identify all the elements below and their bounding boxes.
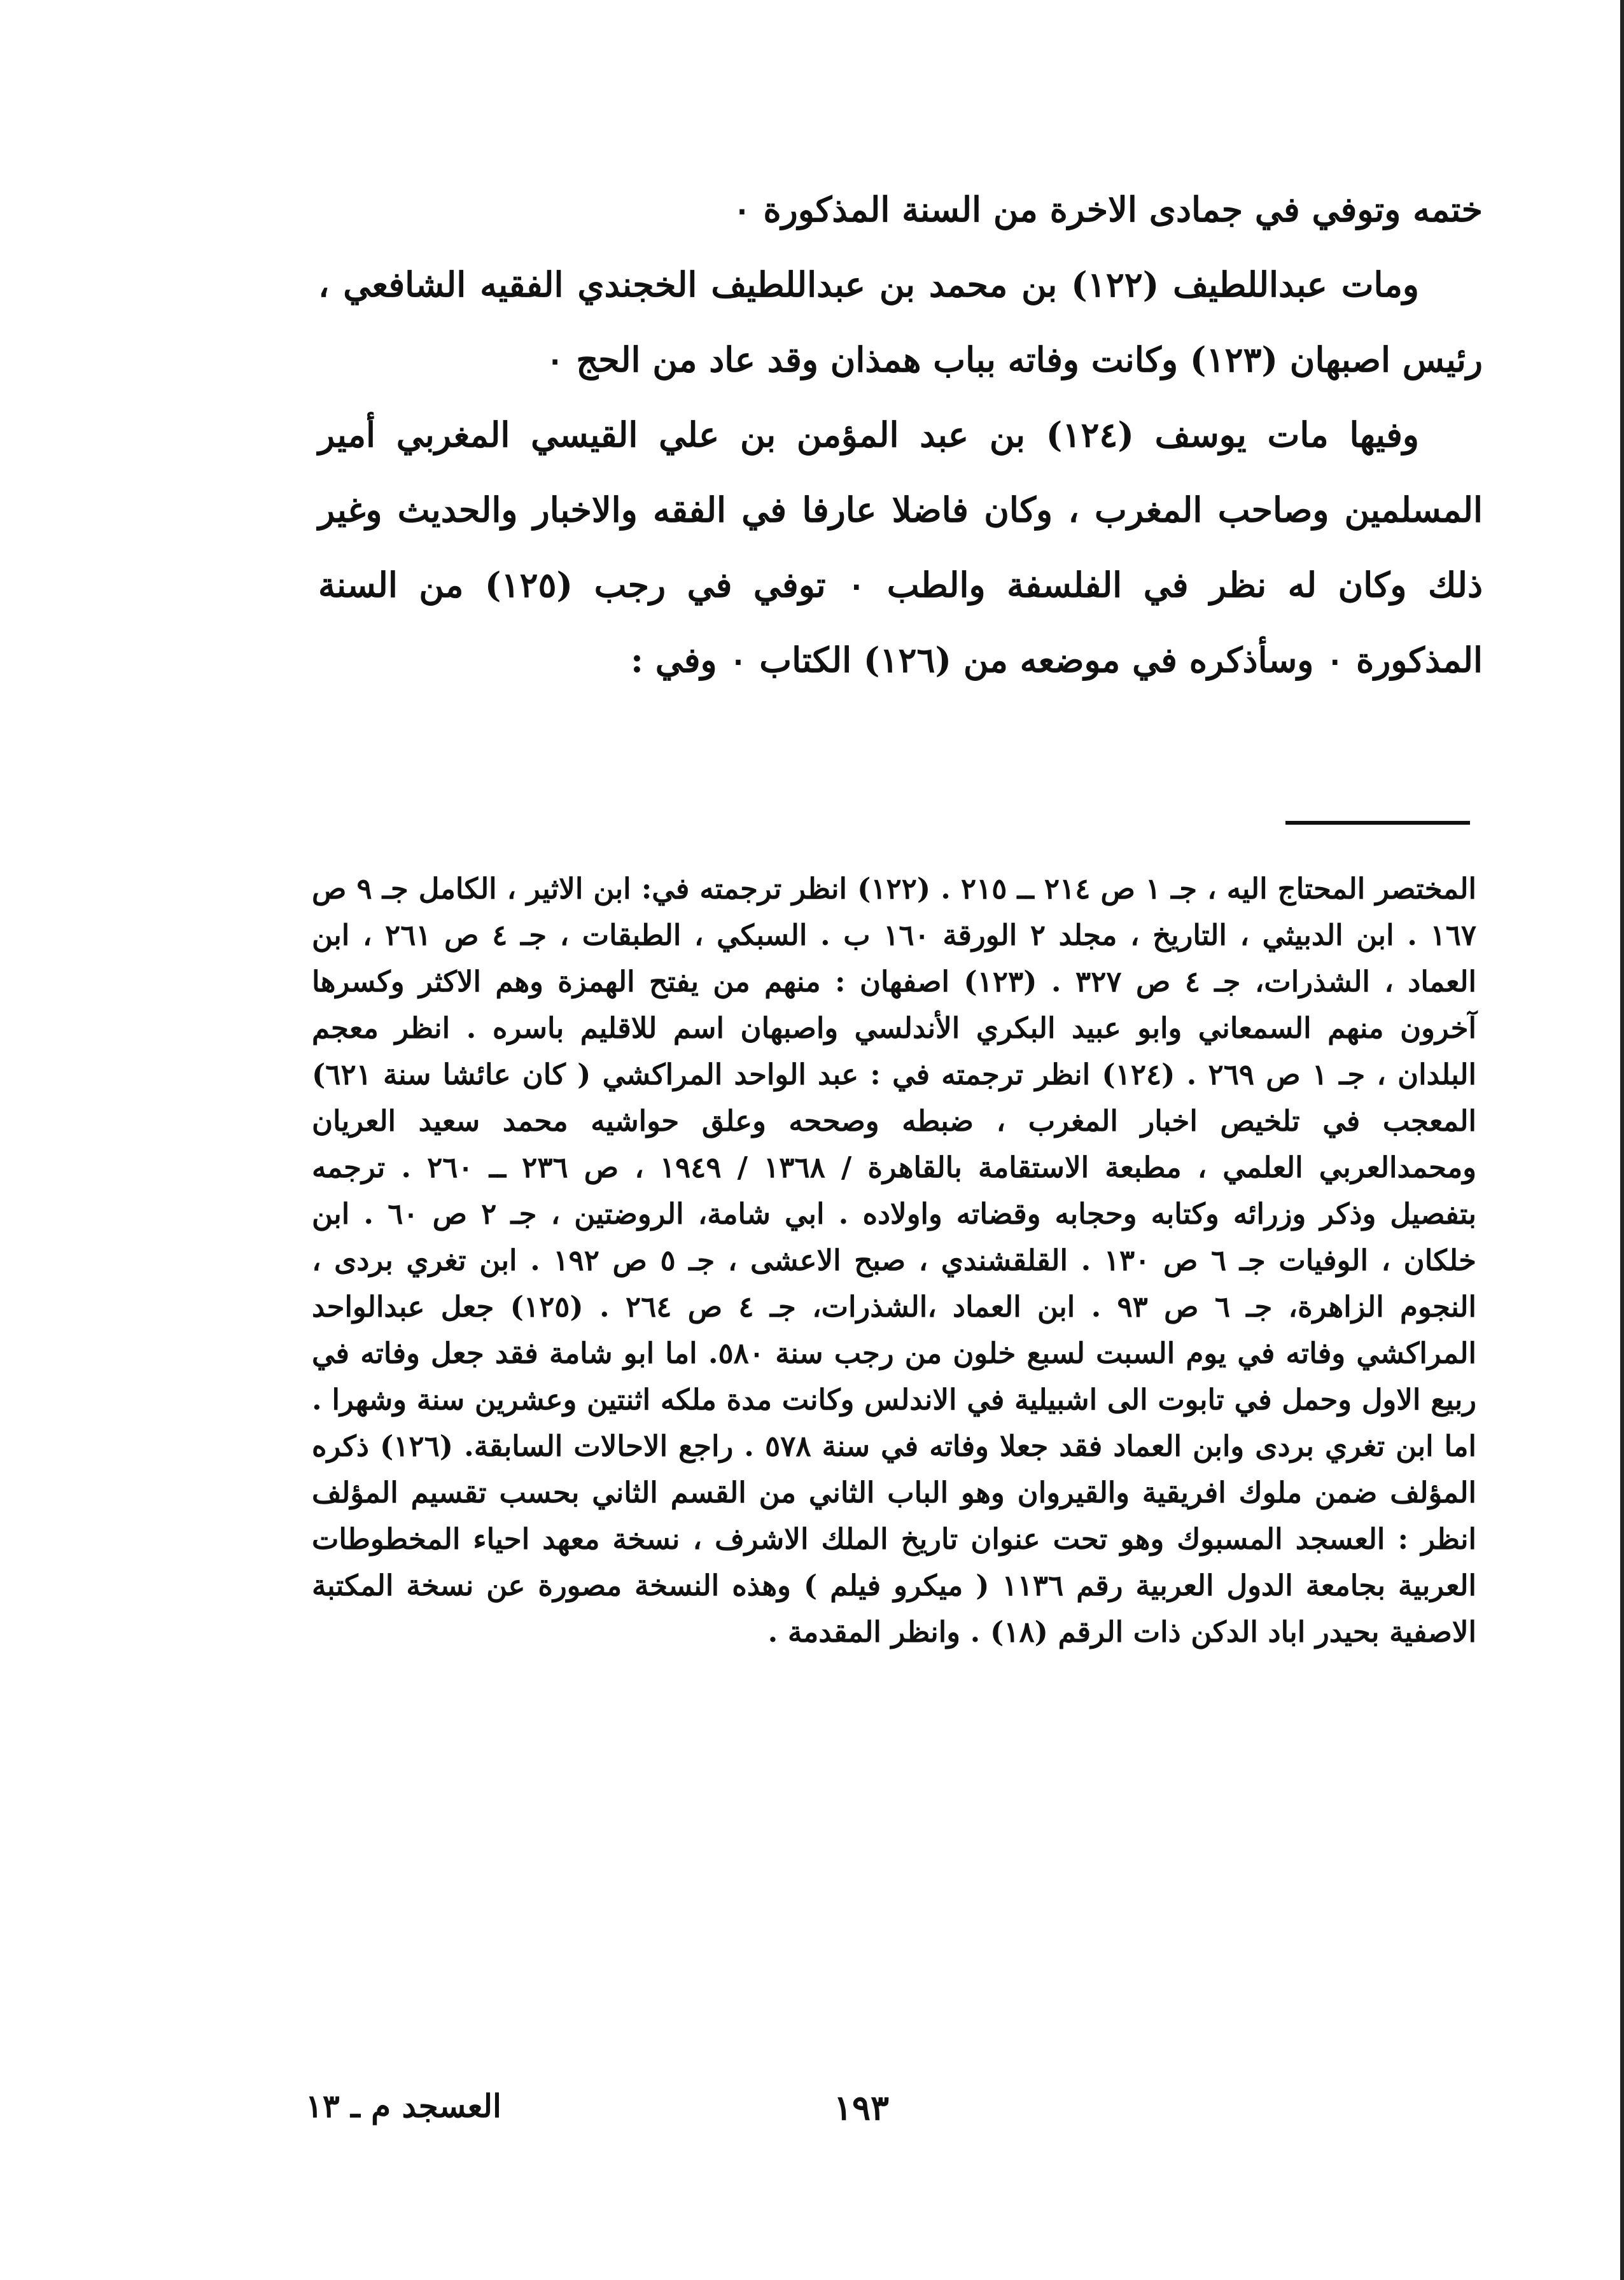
main-text [318, 172, 1483, 697]
page-edge [1620, 0, 1624, 2280]
main-paragraph: وفيها مات يوسف (١٢٤) بن عبد المؤمن بن علي القيسي المغربي أمير المسلمين وصاحب المغرب ، وكان فاضلا عارفا في الفقه والاخبار والحديث وغير ذلك وكان له نظر في الفلسفة والطب ٠ توفي في رجب (١٢٥) من السنة المذكورة ٠ وسأذكره في موضعه من (١٢٦) الكتاب ٠ وفي : [318, 414, 1483, 680]
main-paragraph: ومات عبداللطيف (١٢٢) بن محمد بن عبداللطيف الخجندي الفقيه الشافعي ، رئيس اصبهان (١٢٣) وكانت وفاته بباب همذان وقد عاد من الحج ٠ [318, 264, 1483, 380]
footer-signature: العسجد م ـ ١٣ [305, 2087, 501, 2125]
footnotes [312, 865, 1476, 1655]
footnote-separator [1285, 821, 1470, 825]
page-number: ١٩٣ [834, 2087, 890, 2128]
footnotes-text: المختصر المحتاج اليه ، جـ ١ ص ٢١٤ ــ ٢١٥ . (١٢٢) انظر ترجمته في: ابن الاثير ، الكامل جـ ٩ ص ١٦٧ . ابن الدبيثي ، التاريخ ، مجلد ٢ الورقة ١٦٠ ب . السبكي ، الطبقات ، جـ ٤ ص ٢٦١ ، ابن العماد ، الشذرات، جـ ٤ ص ٣٢٧ . (١٢٣) اصفهان : منهم من يفتح الهمزة وهم الاكثر وكسرها آخرون منهم السمعاني وابو عبيد البكري الأندلسي واصبهان اسم للاقليم باسره . انظر معجم البلدان ، جـ ١ ص ٢٦٩ . (١٢٤) انظر ترجمته في : عبد الواحد المراكشي ( كان عائشا سنة ٦٢١) المعجب في تلخيص اخبار المغرب ، ضبطه وصححه وعلق حواشيه محمد سعيد العريان ومحمدالعربي العلمي ، مطبعة الاستقامة بالقاهرة / ١٣٦٨ / ١٩٤٩ ، ص ٢٣٦ ــ ٢٦٠ . ترجمه بتفصيل وذكر وزرائه وكتابه وحجابه وقضاته واولاده . ابي شامة، الروضتين ، جـ ٢ ص ٦٠ . ابن خلكان ، الوفيات جـ ٦ ص ١٣٠ . القلقشندي ، صبح الاعشى ، جـ ٥ ص ١٩٢ . ابن تغري بردى ، النجوم الزاهرة، جـ ٦ ص ٩٣ . ابن العماد ،الشذرات، جـ ٤ ص ٢٦٤ . (١٢٥) جعل عبدالواحد المراكشي وفاته في يوم السبت لسبع خلون من رجب سنة ٥٨٠. اما ابو شامة فقد جعل وفاته في ربيع الاول وحمل في تابوت الى اشبيلية في الاندلس وكانت مدة ملكه اثنتين وعشرين سنة وشهرا . اما ابن تغري بردى وابن العماد فقد جعلا وفاته في سنة ٥٧٨ . راجع الاحالات السابقة. (١٢٦) ذكره المؤلف ضمن ملوك افريقية والقيروان وهو الباب الثاني من القسم الثاني بحسب تقسيم المؤلف انظر : العسجد المسبوك وهو تحت عنوان تاريخ الملك الاشرف ، نسخة معهد احياء المخطوطات العربية بجامعة الدول العربية رقم ١١٣٦ ( ميكرو فيلم ) وهذه النسخة مصورة عن نسخة المكتبة الاصفية بحيدر اباد الدكن ذات الرقم (١٨) . وانظر المقدمة . [312, 872, 1476, 1649]
main-paragraph: ختمه وتوفي في جمادى الاخرة من السنة المذكورة ٠ [732, 189, 1483, 230]
